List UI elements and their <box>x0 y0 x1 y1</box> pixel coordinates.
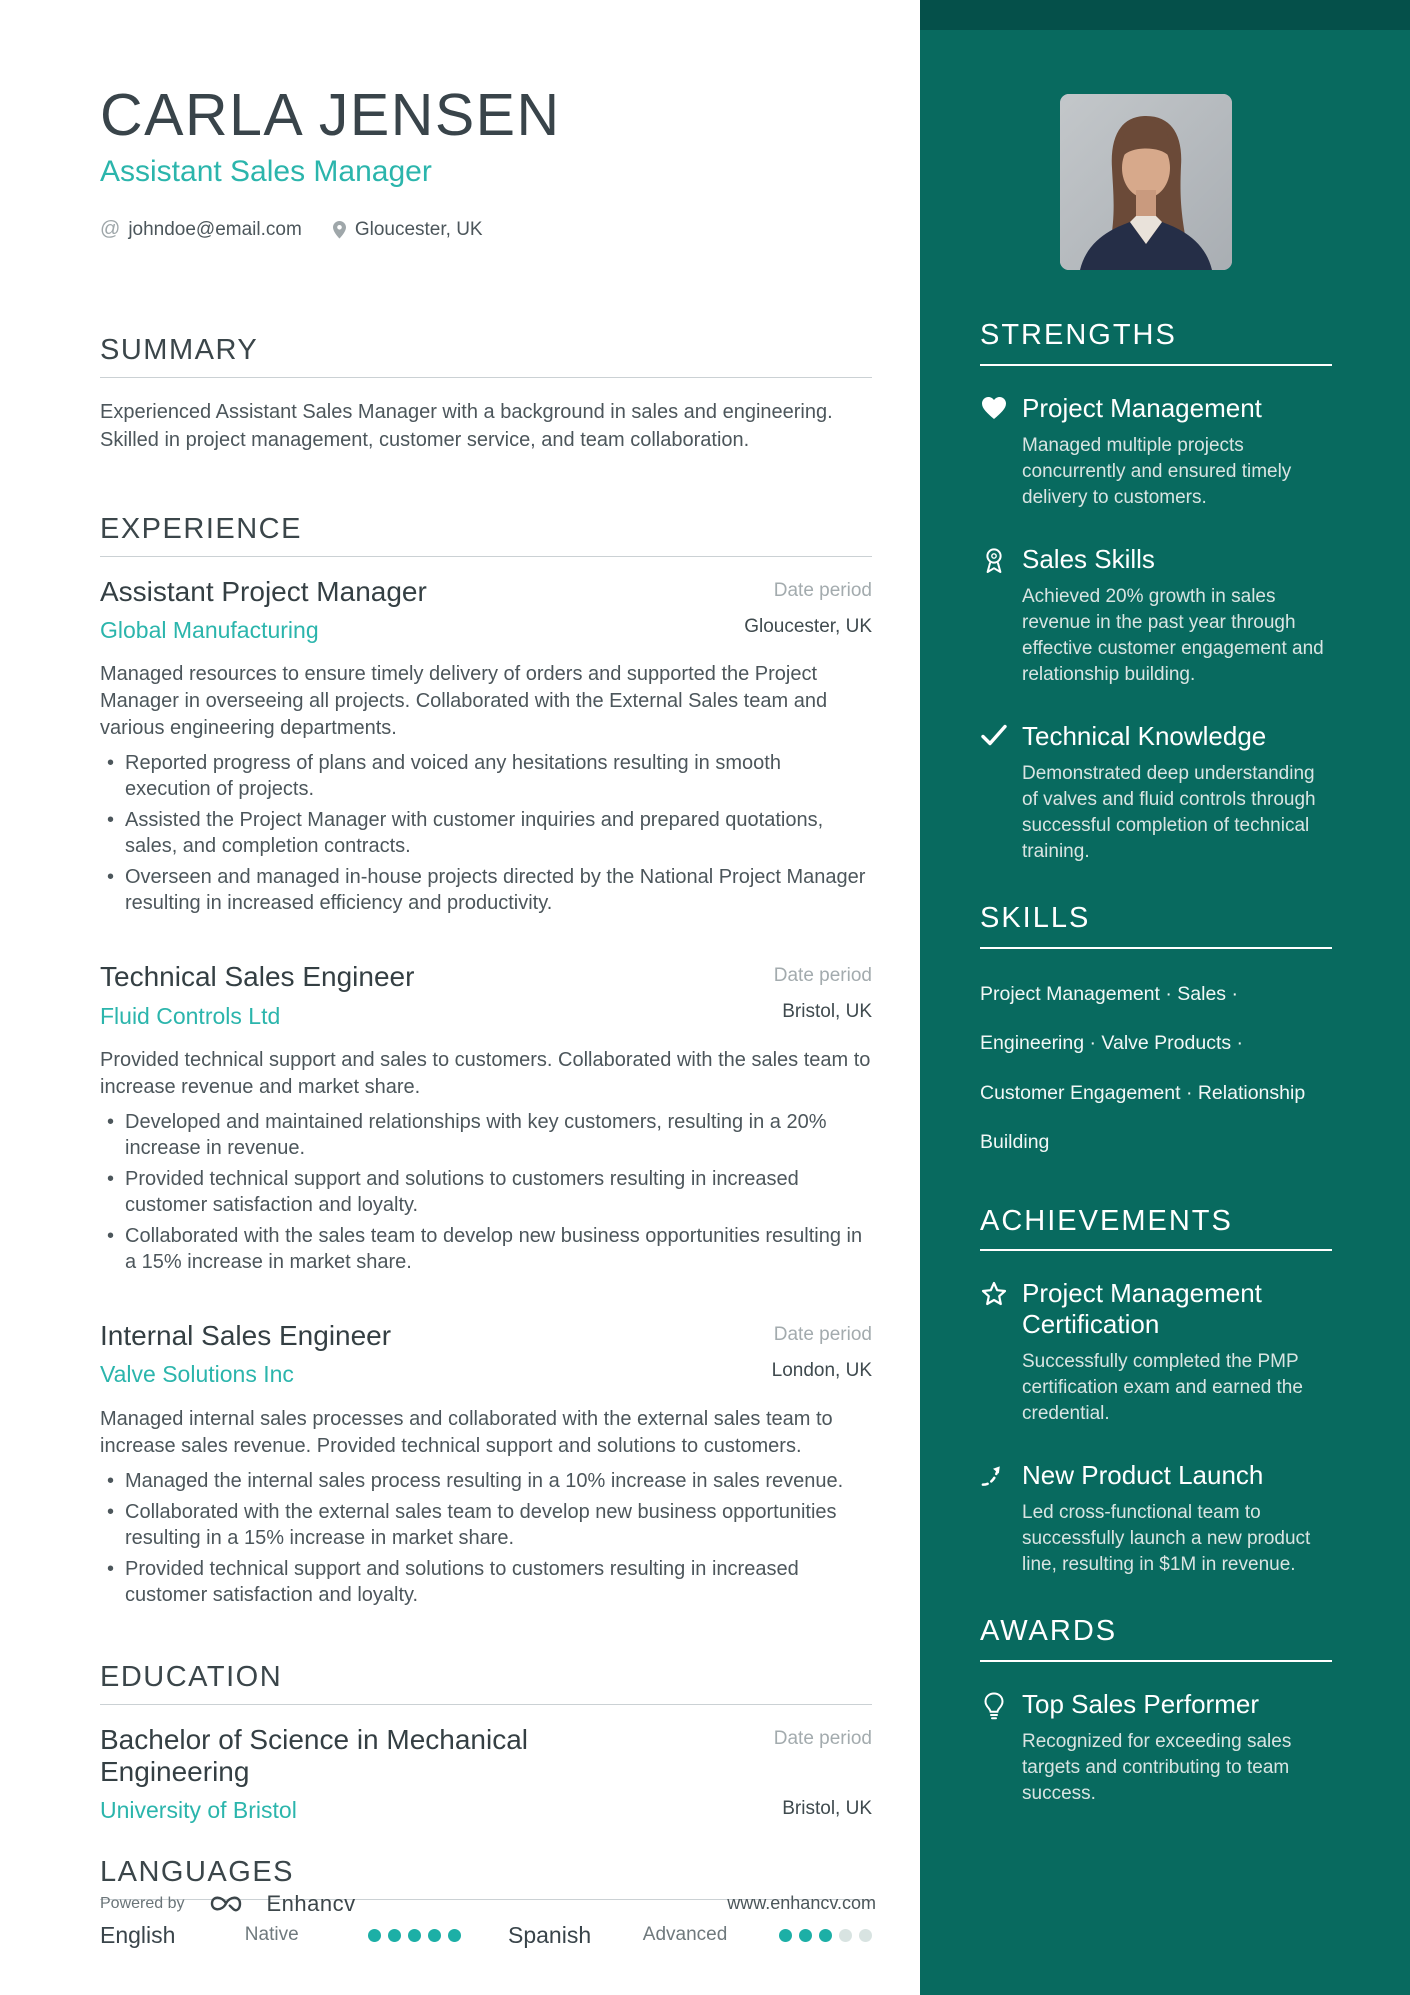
bullet-item: • Collaborated with the sales team to develop new business opportunities resulting in a 15% increase in market share. <box>100 1223 872 1275</box>
website-link[interactable]: www.enhancv.com <box>727 1893 876 1913</box>
proficiency-dot <box>819 1929 832 1942</box>
main-column <box>100 0 872 1949</box>
awards-divider <box>980 1660 1332 1662</box>
job-description: Provided technical support and sales to customers. Collaborated with the sales team to increase revenue and market share. <box>100 1049 871 1099</box>
bullet-item: • Provided technical support and solutions to customers resulting in increased customer satisfaction and loyalty. <box>100 1166 872 1218</box>
bullet-item: • Developed and maintained relationships with key customers, resulting in a 20% increase in revenue. <box>100 1109 872 1161</box>
job-location: London, UK <box>771 1360 872 1382</box>
language-proficiency-dots <box>779 1929 872 1942</box>
medal-icon <box>980 544 1007 688</box>
experience-entry <box>100 942 872 1301</box>
email-text: johndoe@email.com <box>128 218 302 240</box>
contact-email[interactable] <box>100 218 302 241</box>
contact-location <box>332 219 483 241</box>
job-location: Gloucester, UK <box>744 615 872 637</box>
footer <box>100 1890 876 1917</box>
date-period: Date period <box>773 965 872 987</box>
summary-divider <box>100 377 872 378</box>
strengths-divider <box>980 364 1332 366</box>
award-title: Top Sales Performer <box>1022 1689 1259 1720</box>
strength-title: Technical Knowledge <box>1022 720 1267 751</box>
proficiency-dot <box>448 1929 461 1942</box>
strength-title: Sales Skills <box>1022 543 1155 574</box>
achievements-section <box>980 1204 1332 1579</box>
awards-section <box>980 1614 1332 1807</box>
summary-text: Experienced Assistant Sales Manager with a background in sales and engineering. Skilled in project management, customer service, and team collaboration. <box>100 400 833 451</box>
achievement-title: Project Management Certification <box>1022 1278 1262 1340</box>
languages-row <box>100 1922 872 1949</box>
education-section <box>100 1660 872 1835</box>
sidebar-top-band <box>920 0 1410 30</box>
school-name: University of Bristol <box>100 1797 297 1824</box>
bullet-item: • Provided technical support and solutions to customers resulting in increased customer satisfaction and loyalty. <box>100 1556 872 1608</box>
proficiency-dot <box>859 1929 872 1942</box>
language-name: Spanish <box>508 1921 592 1948</box>
email-at-icon: @ <box>100 218 121 240</box>
enhancv-logo-icon <box>207 1890 245 1917</box>
experience-section <box>100 512 872 1634</box>
job-bullets <box>100 1468 872 1608</box>
language-level: Native <box>244 1924 299 1945</box>
job-title: Technical Sales Engineer <box>100 961 415 993</box>
check-icon <box>980 721 1007 865</box>
proficiency-dot <box>779 1929 792 1942</box>
experience-entry <box>100 557 872 943</box>
achievement-description: Led cross-functional team to successfully launch a new product line, resulting in $1M in revenue. <box>1022 1502 1311 1576</box>
school-location: Bristol, UK <box>782 1797 872 1819</box>
achievement-item <box>980 1460 1332 1578</box>
proficiency-dot <box>428 1929 441 1942</box>
date-period: Date period <box>773 1727 872 1749</box>
skills-list: Project Management · Sales · Engineering · Valve Products · Customer Engagement · Relationship Building <box>980 982 1306 1154</box>
language-level: Advanced <box>642 1924 728 1945</box>
job-description: Managed internal sales processes and collaborated with the external sales team to increase sales revenue. Provided technical support and solutions to customers. <box>100 1407 833 1457</box>
summary-heading: SUMMARY <box>100 334 259 366</box>
skills-heading: SKILLS <box>980 901 1091 934</box>
job-location: Bristol, UK <box>782 1001 872 1023</box>
sidebar <box>920 0 1410 1995</box>
achievement-item <box>980 1278 1332 1427</box>
summary-section <box>100 333 872 454</box>
achievements-heading: ACHIEVEMENTS <box>980 1204 1233 1237</box>
achievement-title: New Product Launch <box>1022 1460 1264 1491</box>
lightbulb-icon <box>980 1689 1007 1807</box>
location-text: Gloucester, UK <box>354 218 483 240</box>
strength-description: Achieved 20% growth in sales revenue in the past year through effective customer engagement and relationship building. <box>1022 585 1324 685</box>
achievements-divider <box>980 1249 1332 1251</box>
star-icon <box>980 1278 1007 1427</box>
date-period: Date period <box>773 1324 872 1346</box>
heart-icon <box>980 393 1007 511</box>
sidebar-content <box>980 318 1332 1843</box>
candidate-job-title: Assistant Sales Manager <box>100 155 432 188</box>
job-title: Internal Sales Engineer <box>100 1320 392 1352</box>
bullet-item: • Assisted the Project Manager with customer inquiries and prepared quotations, sales, and completion contracts. <box>100 807 872 859</box>
language-item <box>508 1922 872 1949</box>
strength-description: Demonstrated deep understanding of valves and fluid controls through successful completion of technical training. <box>1022 762 1316 862</box>
language-name: English <box>100 1921 176 1948</box>
education-heading: EDUCATION <box>100 1660 283 1693</box>
proficiency-dot <box>388 1929 401 1942</box>
proficiency-dot <box>408 1929 421 1942</box>
degree-title: Bachelor of Science in Mechanical Engineering <box>100 1723 529 1787</box>
strengths-section <box>980 318 1332 865</box>
bullet-item: • Overseen and managed in-house projects directed by the National Project Manager resulting in increased efficiency and productivity. <box>100 864 872 916</box>
date-period: Date period <box>773 579 872 601</box>
bullet-item: • Managed the internal sales process resulting in a 10% increase in sales revenue. <box>100 1468 872 1494</box>
proficiency-dot <box>799 1929 812 1942</box>
experience-heading: EXPERIENCE <box>100 512 302 545</box>
experience-entry <box>100 1301 872 1634</box>
education-entry <box>100 1705 872 1835</box>
enhancv-wordmark: Enhancv <box>266 1890 356 1916</box>
proficiency-dot <box>839 1929 852 1942</box>
strength-item <box>980 721 1332 865</box>
achievement-description: Successfully completed the PMP certification exam and earned the credential. <box>1022 1351 1303 1425</box>
powered-by-label: Powered by <box>100 1894 185 1912</box>
awards-heading: AWARDS <box>980 1615 1118 1648</box>
job-bullets <box>100 1109 872 1275</box>
proficiency-dot <box>368 1929 381 1942</box>
job-bullets <box>100 750 872 916</box>
launch-icon <box>980 1460 1007 1578</box>
contact-row <box>100 218 872 241</box>
job-title: Assistant Project Manager <box>100 575 427 607</box>
language-item <box>100 1922 461 1949</box>
company-name: Valve Solutions Inc <box>100 1361 294 1388</box>
strengths-heading: STRENGTHS <box>980 319 1177 351</box>
skills-divider <box>980 947 1332 949</box>
company-name: Fluid Controls Ltd <box>100 1002 281 1029</box>
strength-description: Managed multiple projects concurrently and ensured timely delivery to customers. <box>1022 434 1292 508</box>
profile-photo <box>1060 94 1232 270</box>
award-description: Recognized for exceeding sales targets and contributing to team success. <box>1022 1731 1292 1805</box>
strength-item <box>980 393 1332 511</box>
skills-section <box>980 901 1332 1168</box>
language-proficiency-dots <box>368 1929 461 1942</box>
strength-item <box>980 544 1332 688</box>
bullet-item: • Reported progress of plans and voiced any hesitations resulting in smooth execution of projects. <box>100 750 872 802</box>
bullet-item: • Collaborated with the external sales team to develop new business opportunities resulting in a 15% increase in market share. <box>100 1499 872 1551</box>
candidate-name: CARLA JENSEN <box>100 82 561 148</box>
company-name: Global Manufacturing <box>100 616 319 643</box>
job-description: Managed resources to ensure timely delivery of orders and supported the Project Manager in overseeing all projects. Collaborated with the External Sales team and various engineering departments. <box>100 663 828 740</box>
languages-heading: LANGUAGES <box>100 1855 294 1888</box>
strength-title: Project Management <box>1022 392 1262 423</box>
location-pin-icon <box>332 220 347 240</box>
award-item <box>980 1689 1332 1807</box>
